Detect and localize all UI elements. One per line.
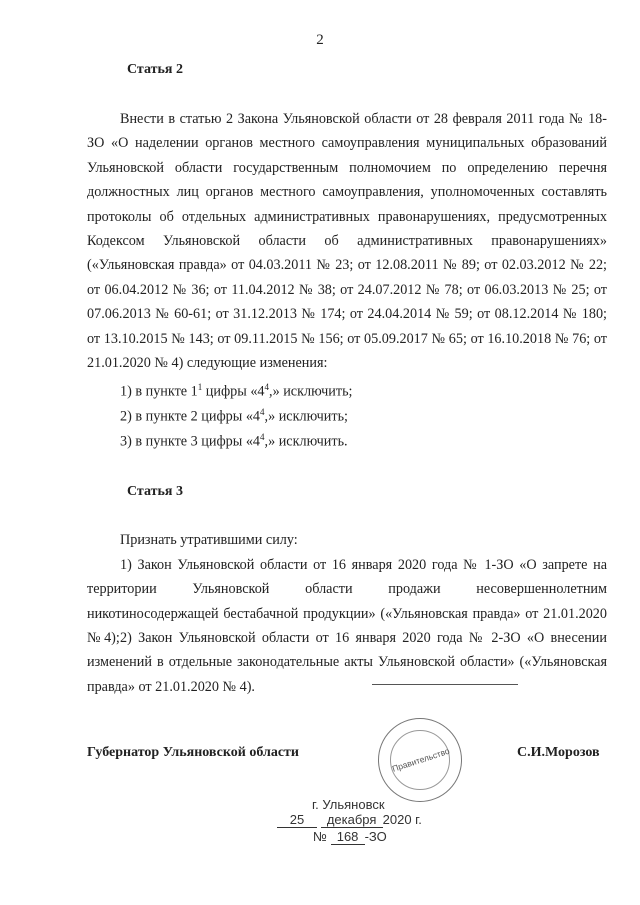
stamp-city: г. Ульяновск — [312, 797, 385, 812]
article-2-heading: Статья 2 — [127, 62, 183, 77]
stamp-number-prefix: № — [313, 829, 327, 844]
item-1-text-c: ,» исключить; — [269, 383, 353, 400]
stamp-date — [277, 812, 422, 828]
article-3-intro: Признать утратившими силу: — [120, 532, 298, 548]
item-2-text-a: 2) в пункте 2 цифры «4 — [120, 408, 261, 425]
signatory-name: С.И.Морозов — [517, 745, 600, 760]
stamp-month: декабря — [321, 812, 383, 828]
item-1-sup-a: 1 — [197, 382, 203, 392]
stamp-number — [313, 829, 387, 845]
article-2-item-1 — [120, 382, 352, 401]
stamp-year: 2020 г. — [382, 812, 422, 827]
item-3-text-a: 3) в пункте 3 цифры «4 — [120, 433, 261, 450]
item-2-sup: 4 — [260, 407, 265, 417]
item-1-text-a: 1) в пункте 1 — [120, 383, 198, 400]
stamp-day: 25 — [277, 812, 317, 828]
closing-rule — [372, 684, 518, 685]
article-3-item-1-text: 1) Закон Ульяновской области от 16 января 2020 года № 1-ЗО «О запрете на территории Ульяновской области продажи несовершеннолетним никотиносодержащей бестабачной продукции» («Ульяновская правда» от 21.01.2020 № 4); — [87, 557, 607, 647]
item-3-sup: 4 — [260, 432, 265, 442]
item-2-text-b: ,» исключить; — [264, 408, 348, 425]
item-3-text-b: ,» исключить. — [264, 433, 348, 450]
stamp-number-suffix: -ЗО — [364, 829, 387, 844]
official-seal — [378, 718, 462, 802]
item-1-sup-b: 4 — [264, 382, 270, 392]
article-2-item-2 — [120, 407, 348, 426]
article-3-heading: Статья 3 — [127, 484, 183, 499]
article-2-intro — [87, 107, 607, 375]
seal-text: Правительство — [390, 745, 451, 774]
page-number: 2 — [316, 32, 324, 48]
article-3-item-2 — [87, 626, 607, 699]
item-1-text-b: цифры «4 — [202, 383, 265, 400]
article-3-item-2-text: 2) Закон Ульяновской области от 16 января 2020 года № 2-ЗО «О внесении изменений в отдельные законодательные акты Ульяновской области» («Ульяновская правда» от 21.01.2020 № 4). — [87, 630, 607, 695]
article-2-item-3 — [120, 432, 348, 451]
stamp-number-value: 168 — [331, 829, 365, 845]
seal-inner-ring — [390, 730, 450, 790]
signatory-title: Губернатор Ульяновской области — [87, 745, 299, 760]
article-2-intro-text: Внести в статью 2 Закона Ульяновской области от 28 февраля 2011 года № 18-ЗО «О наделении органов местного самоуправления муниципальных образований Ульяновской области государственным полномочием по определению перечня должностных лиц органов местного самоуправления, уполномоченных составлять протоколы об отдельных административных правонарушениях, предусмотренных Кодексом Ульяновской области об административных правонарушениях» («Ульяновская правда» от 04.03.2011 № 23; от 12.08.2011 № 89; от 02.03.2012 № 22; от 06.04.2012 № 36; от 11.04.2012 № 38; от 24.07.2012 № 78; от 06.03.2013 № 25; от 07.06.2013 № 60-61; от 31.12.2013 № 174; от 24.04.2014 № 59; от 08.12.2014 № 180; от 13.10.2015 № 143; от 09.11.2015 № 156; от 05.09.2017 № 65; от 16.10.2018 № 76; от 21.01.2020 № 4) следующие изменения: — [87, 111, 607, 372]
